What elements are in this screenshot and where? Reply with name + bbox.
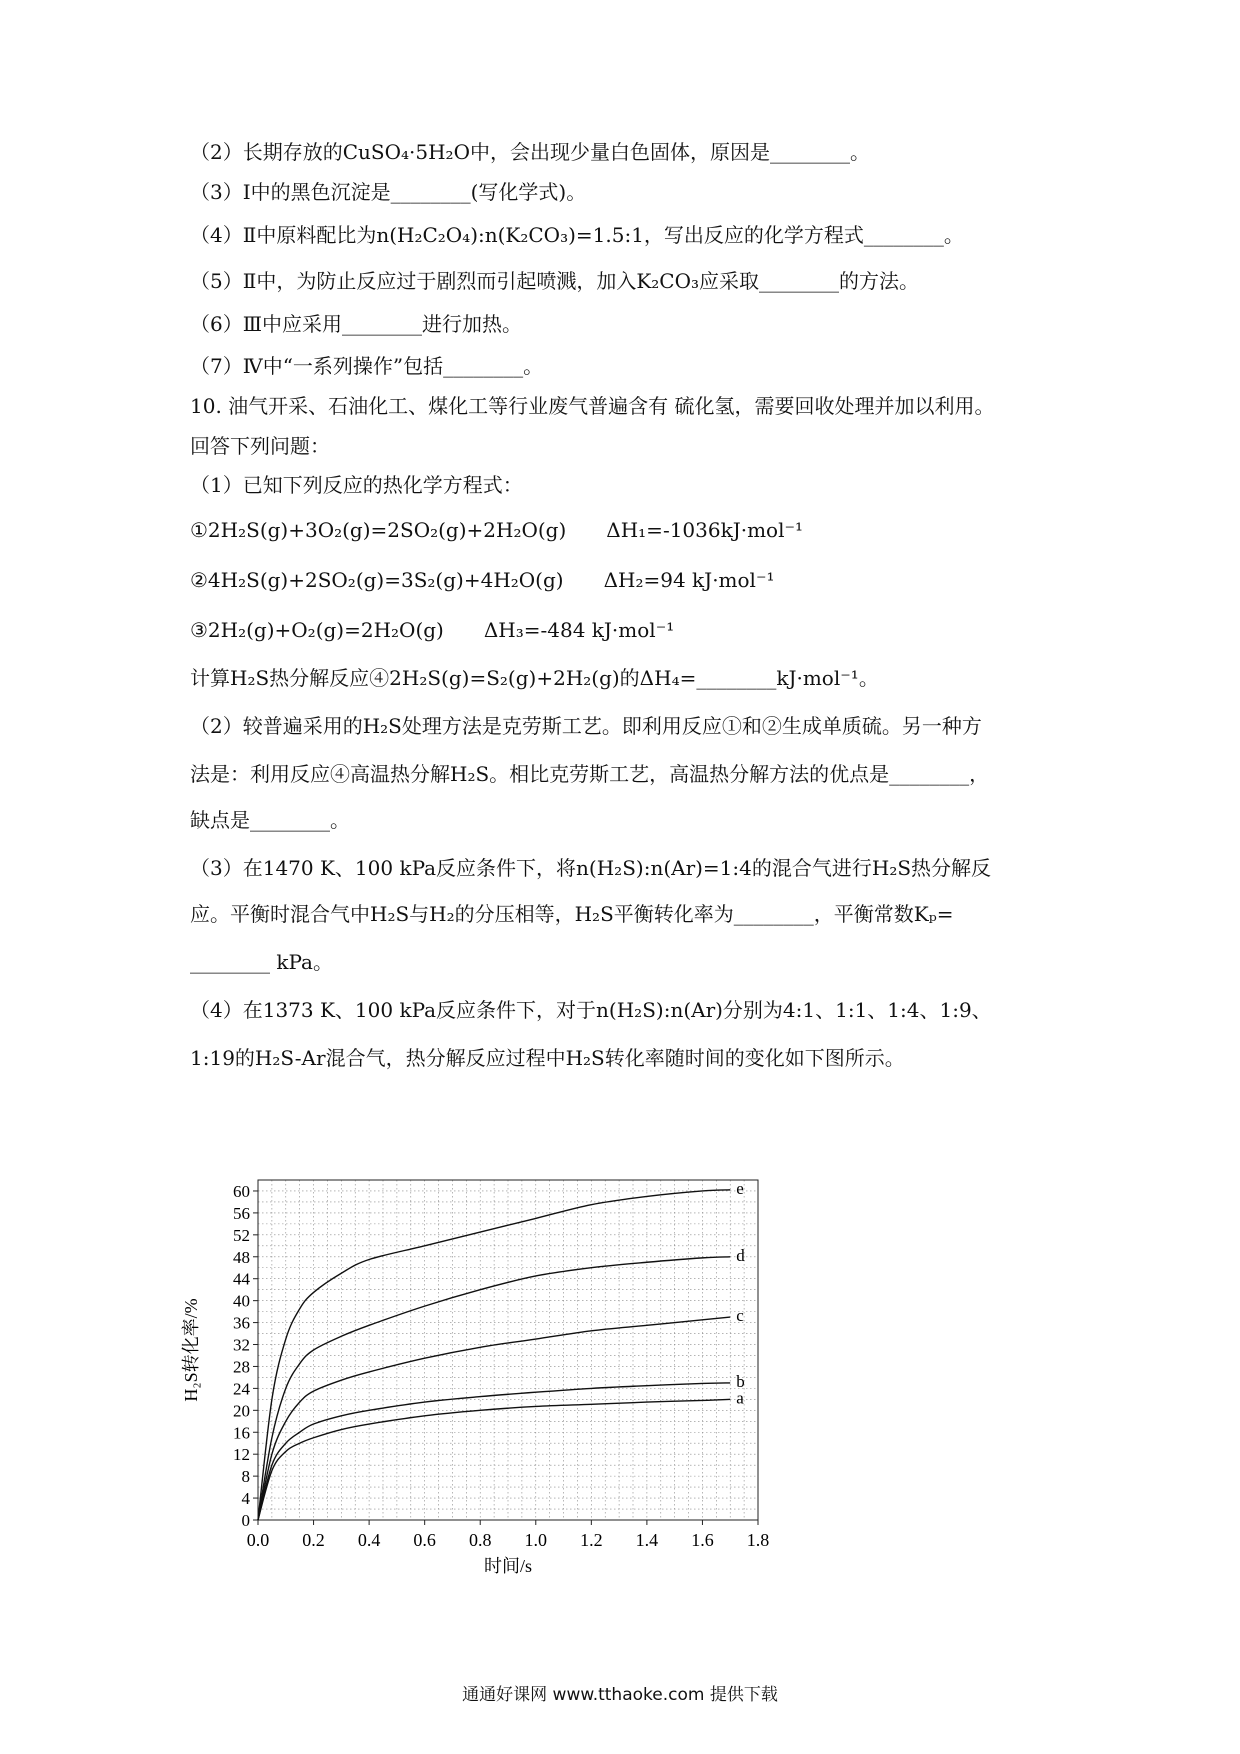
- x-tick-label: 0.0: [246, 1530, 270, 1550]
- x-tick-label: 1.2: [580, 1530, 603, 1550]
- y-tick-label: 8: [241, 1467, 250, 1487]
- y-tick-label: 44: [233, 1269, 250, 1289]
- x-tick-label: 0.2: [302, 1530, 325, 1550]
- q10-4-a: （4）在1373 K、100 kPa反应条件下，对于n(H₂S):n(Ar)分别为4:1、1:1、1:4、1:9、: [190, 998, 992, 1022]
- q10-instruction: 回答下列问题：: [190, 434, 330, 458]
- y-tick-label: 0: [241, 1511, 250, 1530]
- equation-1: ①2H₂S(g)+3O₂(g)=2SO₂(g)+2H₂O(g) ΔH₁=-1036kJ·mol⁻¹: [190, 518, 804, 542]
- y-tick-label: 52: [233, 1225, 250, 1245]
- series-label-e: e: [736, 1178, 744, 1198]
- y-tick-label: 16: [233, 1423, 250, 1443]
- equation-2: ②4H₂S(g)+2SO₂(g)=3S₂(g)+4H₂O(g) ΔH₂=94 kJ·mol⁻¹: [190, 568, 775, 592]
- series-label-c: c: [736, 1306, 744, 1326]
- q10-intro: 10. 油气开采、石油化工、煤化工等行业废气普遍含有 硫化氢，需要回收处理并加以利用。: [190, 394, 995, 418]
- x-tick-label: 1.0: [524, 1530, 548, 1550]
- y-tick-label: 60: [233, 1181, 250, 1201]
- x-tick-label: 0.6: [413, 1530, 436, 1550]
- y-tick-label: 48: [233, 1247, 250, 1267]
- y-tick-label: 36: [233, 1313, 250, 1333]
- q10-3-a: （3）在1470 K、100 kPa反应条件下，将n(H₂S):n(Ar)=1:4的混合气进行H₂S热分解反: [190, 856, 992, 880]
- x-axis-title: 时间/s: [483, 1556, 533, 1576]
- x-tick-label: 1.4: [635, 1530, 659, 1550]
- y-tick-label: 56: [233, 1203, 250, 1223]
- q10-2-a: （2）较普遍采用的H₂S处理方法是克劳斯工艺。即利用反应①和②生成单质硫。另一种方: [190, 714, 982, 738]
- q9-4: （4）Ⅱ中原料配比为n(H₂C₂O₄):n(K₂CO₃)=1.5:1，写出反应的化学方程式________。: [190, 223, 964, 247]
- q10-2-c: 缺点是________。: [190, 808, 350, 832]
- q10-1-intro: （1）已知下列反应的热化学方程式：: [190, 473, 523, 497]
- series-label-a: a: [736, 1388, 744, 1408]
- series-line-e: [258, 1190, 730, 1520]
- q9-2: （2）长期存放的CuSO₄·5H₂O中，会出现少量白色固体，原因是________。: [190, 140, 870, 164]
- q9-6: （6）Ⅲ中应采用________进行加热。: [190, 312, 523, 336]
- q10-2-b: 法是：利用反应④高温热分解H₂S。相比克劳斯工艺，高温热分解方法的优点是________，: [190, 762, 990, 786]
- footer-text: 通通好课网 www.tthaoke.com 提供下载: [462, 1685, 778, 1705]
- y-tick-label: 32: [233, 1335, 250, 1355]
- x-tick-label: 1.8: [746, 1530, 770, 1550]
- q10-3-b: 应。平衡时混合气中H₂S与H₂的分压相等，H₂S平衡转化率为________，平衡常数Kₚ=: [190, 902, 954, 926]
- y-tick-label: 20: [233, 1401, 250, 1421]
- q9-5: （5）Ⅱ中，为防止反应过于剧烈而引起喷溅，加入K₂CO₃应采取________的方法。: [190, 269, 919, 293]
- q9-7: （7）Ⅳ中“一系列操作”包括________。: [190, 354, 544, 378]
- series-line-b: [258, 1383, 730, 1520]
- q9-3: （3）Ⅰ中的黑色沉淀是________(写化学式)。: [190, 180, 587, 204]
- q10-3-c: ________ kPa。: [190, 950, 333, 974]
- y-axis-title: H₂S转化率/%: [181, 1298, 201, 1402]
- x-tick-label: 0.8: [468, 1530, 492, 1550]
- y-tick-label: 28: [233, 1357, 250, 1377]
- x-tick-label: 1.6: [691, 1530, 714, 1550]
- equation-3: ③2H₂(g)+O₂(g)=2H₂O(g) ΔH₃=-484 kJ·mol⁻¹: [190, 618, 675, 642]
- y-tick-label: 24: [233, 1379, 250, 1399]
- y-tick-label: 40: [233, 1291, 250, 1311]
- x-tick-label: 0.4: [357, 1530, 381, 1550]
- q10-1-ask: 计算H₂S热分解反应④2H₂S(g)=S₂(g)+2H₂(g)的ΔH₄=________kJ·mol⁻¹。: [190, 666, 879, 690]
- q10-4-b: 1:19的H₂S-Ar混合气，热分解反应过程中H₂S转化率随时间的变化如下图所示。: [190, 1046, 905, 1070]
- series-label-d: d: [736, 1245, 745, 1265]
- series-label-b: b: [736, 1371, 745, 1391]
- y-tick-label: 12: [233, 1445, 250, 1465]
- y-tick-label: 4: [241, 1489, 250, 1509]
- conversion-chart: [181, 1168, 785, 1588]
